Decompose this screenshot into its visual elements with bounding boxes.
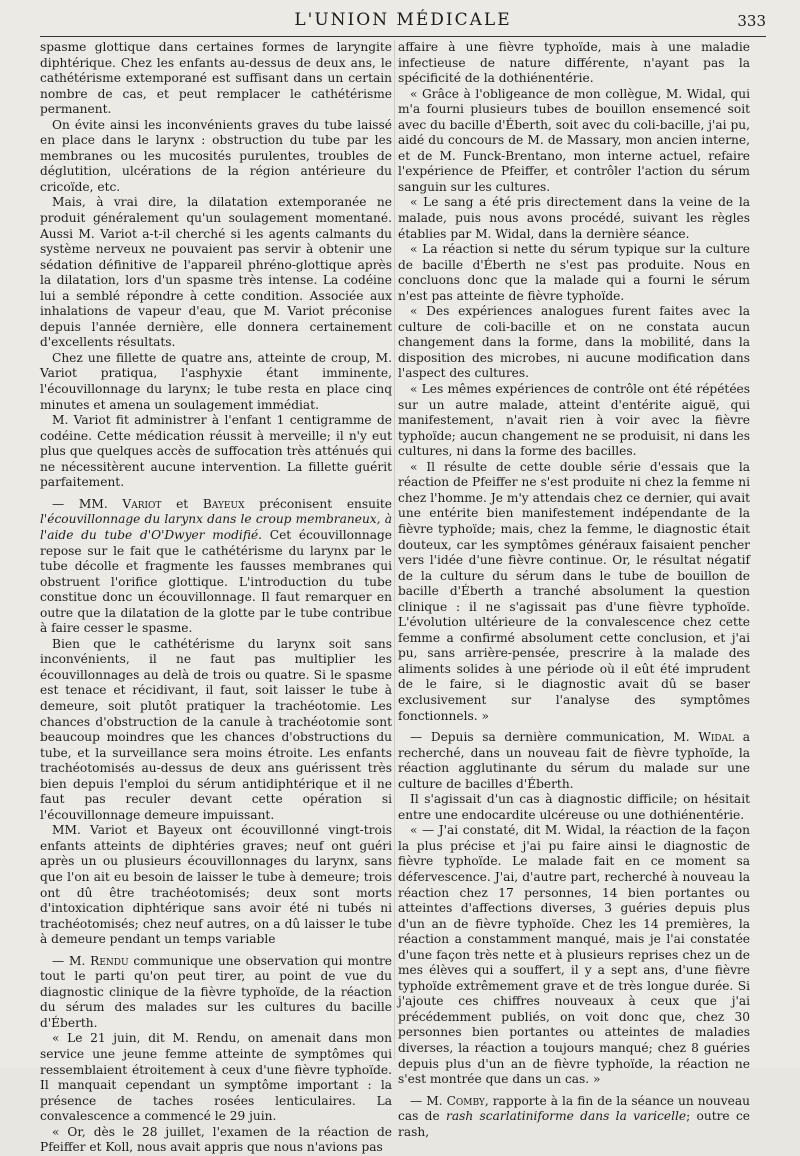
text-run: — Depuis sa dernière communication, M. xyxy=(410,730,699,745)
paragraph: Il s'agissait d'un cas à diagnostic difficile; on hésitait entre une endocardite ulcéreuse ou une dothiénentérie. xyxy=(398,792,750,822)
text-run: préconisent ensuite xyxy=(244,496,393,511)
text-run: communique une observation qui montre tout le parti qu'on peut tirer, au point de vue du diagnostic clinique de la fièvre typhoïde, de la réaction du sérum des malades sur les cultures du bacille d'Éberth. xyxy=(40,953,392,1030)
paragraph: MM. Variot et Bayeux ont écouvillonné vingt-trois enfants atteints de diphtéries graves; neuf ont guéri après un ou plusieurs écouvillonnages du larynx, sans que l'on ait eu besoin de laisser le tube à demeure; trois ont dû être trachéotomisés; deux sont morts d'intoxication diphtérique sans avoir été ni tubés ni trachéotomisés; chez neuf autres, on a dû laisser le tube à demeure pendant un temps variable xyxy=(40,823,392,947)
text-run: — M. xyxy=(52,953,91,968)
column-gutter xyxy=(394,40,395,1060)
page-number: 333 xyxy=(737,12,766,30)
paragraph-variot-bayeux xyxy=(40,497,392,637)
journal-title: L'UNION MÉDICALE xyxy=(294,10,512,30)
paragraph: « Le sang a été pris directement dans la veine de la malade, puis nous avons procédé, suivant les règles établies par M. Widal, dans la dernière séance. xyxy=(398,195,750,241)
italic-title: l'écouvillonnage du larynx dans le croup membraneux, à l'aide du tube d'O'Dwyer modifié. xyxy=(40,512,392,542)
author-name: Widal xyxy=(698,730,735,745)
paragraph: affaire à une fièvre typhoïde, mais à une maladie infectieuse de nature différente, n'ayant pas la spécificité de la dothiénentérie. xyxy=(398,40,750,86)
text-run: Cet écouvillonnage repose sur le fait que le cathétérisme du larynx par le tube décolle et fragmente les fausses membranes qui obstruent l'orifice glottique. L'introduction du tube constitue donc un écouvillonnage. Il faut remarquer en outre que la dilatation de la glotte par le tube contribue à faire cesser le spasme. xyxy=(40,527,392,636)
paragraph: « Le 21 juin, dit M. Rendu, on amenait dans mon service une jeune femme atteinte de symptômes qui ressemblaient étroitement à ceux d'une fièvre typhoïde. Il manquait cependant un symptôme important : la présence de taches rosées lenticulaires. La convalescence a commencé le 29 juin. xyxy=(40,1031,392,1124)
italic-title: rash scarlatiniforme dans la varicelle xyxy=(446,1109,687,1124)
author-name: Comby xyxy=(446,1093,485,1108)
paragraph: « Les mêmes expériences de contrôle ont été répétées sur un autre malade, atteint d'entérite aiguë, qui manifestement, n'avait rien à voir avec la fièvre typhoïde; aucun changement ne se produisit, ni dans les cultures, ni dans la forme des bacilles. xyxy=(398,382,750,459)
right-column xyxy=(398,40,751,1139)
text-run: a recherché, dans un nouveau fait de fièvre typhoïde, la réaction agglutinante du sérum du malade sur une culture de bacilles d'Éberth. xyxy=(398,730,750,791)
text-run: et xyxy=(161,496,203,511)
text-run: ; outre ce rash, xyxy=(398,1109,751,1139)
paragraph: « Il résulte de cette double série d'essais que la réaction de Pfeiffer ne s'est produite ni chez la femme ni chez l'homme. Je m'y attendais chez ce dernier, qui avait une entérite bien manifestement indépendante de la fièvre typhoïde; mais, chez la femme, le diagnostic était douteux, car les symptômes généraux faisaient pencher vers l'idée d'une fièvre continue. Or, le résultat négatif de la culture du sérum dans le tube de bouillon de bacille d'Éberth a tranché absolument la question clinique : il ne s'agissait pas d'une fièvre typhoïde. L'évolution ultérieure de la convalescence chez cette femme a confirmé absolument cette conclusion, et j'ai pu, sans arrière-pensée, prescrire à la malade des aliments solides à une période où il eût été imprudent de le faire, si le diagnostic avait dû se baser exclusivement sur l'analyse des symptômes fonctionnels. » xyxy=(398,459,750,723)
paragraph: « — J'ai constaté, dit M. Widal, la réaction de la façon la plus précise et j'ai pu faire ainsi le diagnostic de fièvre typhoïde. Le malade fait en ce moment sa défervescence. J'ai, d'autre part, recherché à nouveau la réaction chez 17 personnes, 14 bien portantes ou atteintes d'affections diverses, 3 guéries depuis plus d'un an de fièvre typhoïde. Chez les 14 premières, la réaction a constamment manqué, mais je l'ai constatée d'une façon très nette et à plusieurs reprises chez un de mes élèves qui a souffert, il y a sept ans, d'une fièvre typhoïde extrêmement grave et de très longue durée. Si j'ajoute ces chiffres nouveaux à ceux que j'ai précédemment publiés, on voit donc que, chez 30 personnes bien portantes ou atteintes de maladies diverses, la réaction a toujours manqué; chez 8 guéries depuis plus d'un an de fièvre typhoïde, la réaction ne s'est montrée que dans un cas. » xyxy=(398,823,750,1087)
paragraph: Chez une fillette de quatre ans, atteinte de croup, M. Variot pratiqua, l'asphyxie étant imminente, l'écouvillonnage du larynx; le tube resta en place cinq minutes et amena un soulagement immédiat. xyxy=(40,350,392,412)
author-name: Variot xyxy=(122,496,162,511)
paragraph-rendu xyxy=(40,954,392,1032)
paragraph: « Or, dès le 28 juillet, l'examen de la réaction de Pfeiffer et Koll, nous avait appris que nous n'avions pas xyxy=(40,1124,392,1155)
paragraph-widal xyxy=(398,730,750,792)
paragraph: Mais, à vrai dire, la dilatation extemporanée ne produit généralement qu'un soulagement momentané. Aussi M. Variot a-t-il cherché si les agents calmants du système nerveux ne pouvaient pas servir à obtenir une sédation définitive de l'appareil phréno-glottique après la dilatation, lors d'un spasme très intense. La codéine lui a semblé répondre à cette condition. Associée aux inhalations de vapeur d'eau, que M. Variot préconise depuis l'année dernière, elle donnera certainement d'excellents résultats. xyxy=(40,195,392,350)
paragraph: « La réaction si nette du sérum typique sur la culture de bacille d'Éberth ne s'est pas produite. Nous en concluons donc que la malade qui a fourni le sérum n'est pas atteinte de fièvre typhoïde. xyxy=(398,242,750,303)
author-name: Rendu xyxy=(90,953,129,968)
text-run: — M. xyxy=(410,1093,447,1108)
paragraph: Bien que le cathétérisme du larynx soit sans inconvénients, il ne faut pas multiplier les écouvillonnages au delà de trois ou quatre. Si le spasme est tenace et récidivant, il faut, soit laisser le tube à demeure, soit plutôt pratiquer la trachéotomie. Les chances d'obstruction de la canule à trachéotomie sont beaucoup moindres que les chances d'obstructions du tube, et la surveillance sera moins étroite. Les enfants trachéotomisés au-dessus de deux ans guérissent très bien depuis l'emploi du sérum antidiphtérique et il ne faut pas reculer devant cette opération si l'écouvillonnage demeure impuissant. xyxy=(40,636,392,822)
author-name: Bayeux xyxy=(202,496,245,511)
paragraph: On évite ainsi les inconvénients graves du tube laissé en place dans le larynx : obstruction du tube par les membranes ou les mucosités purulentes, troubles de déglutition, ulcérations de la région antérieure du cricoïde, etc. xyxy=(40,117,392,194)
paragraph: spasme glottique dans certaines formes de laryngite diphtérique. Chez les enfants au-dessus de deux ans, le cathétérisme extemporané est suffisant dans un certain nombre de cas, et peut remplacer le cathétérisme permanent. xyxy=(40,40,392,117)
text-run: , rapporte à la fin de la séance un nouveau cas de xyxy=(398,1093,750,1124)
paragraph: « Grâce à l'obligeance de mon collègue, M. Widal, qui m'a fourni plusieurs tubes de bouillon ensemencé soit avec du bacille d'Éberth, soit avec du coli-bacille, j'ai pu, aidé du concours de M. de Massary, mon ancien interne, et de M. Funck-Brentano, mon interne actuel, refaire l'expérience de Pfeiffer, et contrôler l'action du sérum sanguin sur les cultures. xyxy=(398,86,750,194)
paragraph: M. Variot fit administrer à l'enfant 1 centigramme de codéine. Cette médication réussit à merveille; il n'y eut plus que quelques accès de suffocation très atténués qui ne nécessitèrent aucune intervention. La fillette guérit parfaitement. xyxy=(40,413,392,490)
left-column xyxy=(40,40,393,1155)
page-header xyxy=(40,10,766,37)
paragraph-comby xyxy=(398,1094,750,1141)
text-run: — MM. xyxy=(52,496,123,511)
paragraph: « Des expériences analogues furent faites avec la culture de coli-bacille et on ne constata aucun changement dans la forme, dans la mobilité, dans la disposition des microbes, ni aucune modification dans l'aspect des cultures. xyxy=(398,304,750,381)
